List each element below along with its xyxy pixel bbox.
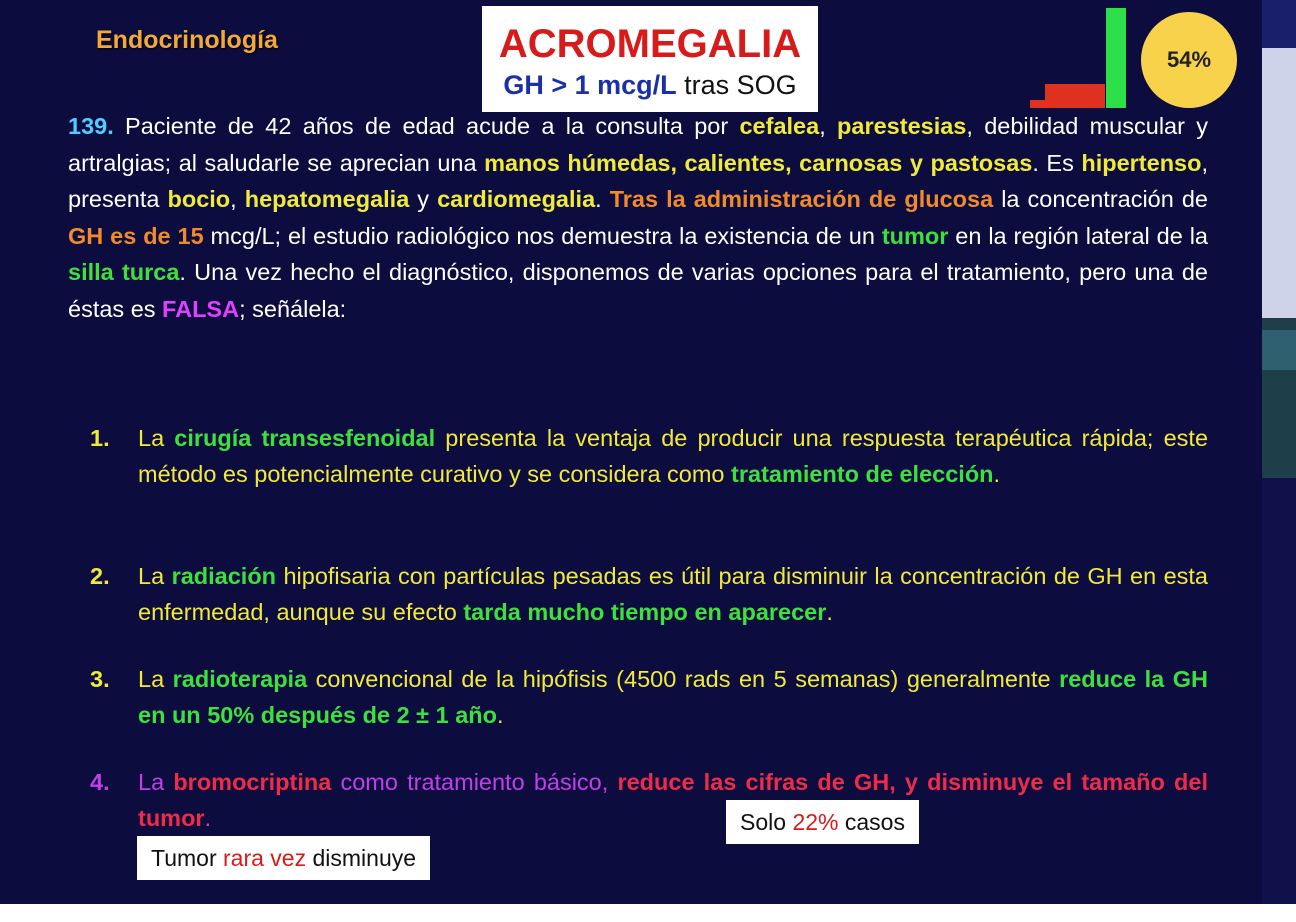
text-segment: convencional de la hipófisis (4500 rads en 5 semanas) generalmente [307, 666, 1060, 692]
response-bar-green [1106, 8, 1126, 108]
video-region-wall [1262, 48, 1296, 318]
highlighted-text: radioterapia [172, 666, 308, 692]
option-2[interactable] [90, 558, 1208, 630]
highlighted-text: radiación [171, 563, 277, 589]
highlighted-text: cardiomegalia [437, 186, 596, 212]
subtitle-highlight: GH > 1 mcg/L [503, 70, 677, 100]
bottom-strip [0, 904, 1296, 922]
option-4[interactable] [90, 764, 1208, 836]
text-segment: La [138, 769, 174, 795]
video-region-top [1262, 0, 1296, 48]
highlighted-text: GH es de 15 [68, 222, 204, 249]
highlighted-text: reduce la GH en un 50% después de 2 ± 1 año [138, 666, 1208, 728]
highlighted-text: bocio [167, 186, 231, 212]
text-segment: . Es [1032, 149, 1082, 176]
note-tumor-post: disminuye [306, 845, 417, 871]
note-solo-percent: 22% [792, 809, 839, 835]
text-segment: . [595, 186, 610, 212]
text-segment: . [496, 702, 504, 728]
highlighted-text: reduce las cifras de GH, y disminuye el tamaño del tumor [138, 769, 1209, 831]
note-tumor-red: rara vez [223, 845, 307, 871]
question-number: 139. [68, 113, 114, 139]
note-tumor-pre: Tumor [151, 845, 223, 871]
text-segment: mcg/L; el estudio radiológico nos demuestra la existencia de un [203, 222, 882, 249]
text-segment: La [138, 563, 172, 589]
text-segment: La [138, 666, 173, 692]
subject-label: Endocrinología [96, 26, 278, 54]
text-segment: , [230, 186, 245, 212]
text-segment: , presenta [68, 149, 1209, 212]
option-1[interactable] [90, 420, 1208, 492]
text-segment: , [819, 113, 838, 139]
note-tumor [137, 836, 430, 880]
presenter-video-strip [1262, 0, 1296, 904]
text-segment: presenta la ventaja de producir una respuesta terapéutica rápida; este método es potencialmente curativo y se considera como [138, 425, 1209, 487]
option-number: 2. [90, 563, 110, 589]
slide-title: ACROMEGALIA [498, 22, 802, 66]
slide-subtitle [482, 68, 818, 102]
title-box [482, 6, 818, 112]
highlighted-text: cirugía transesfenoidal [174, 425, 436, 451]
highlighted-text: FALSA [162, 295, 240, 322]
text-segment: como tratamiento básico, [331, 769, 618, 795]
option-text [138, 764, 1208, 836]
option-text [138, 661, 1208, 733]
highlighted-text: bromocriptina [173, 769, 332, 795]
response-bar-red-step [1068, 92, 1105, 108]
option-number: 3. [90, 666, 110, 692]
highlighted-text: parestesias [837, 113, 967, 139]
highlighted-text: hipertenso [1081, 149, 1202, 176]
option-3[interactable] [90, 661, 1208, 733]
highlighted-text: Tras la administración de glucosa [609, 186, 994, 212]
question-body [68, 113, 1208, 322]
note-solo-post: casos [838, 809, 905, 835]
option-number: 1. [90, 425, 110, 451]
text-segment: . [204, 805, 212, 831]
text-segment: . [826, 599, 833, 625]
text-segment: y [409, 186, 438, 212]
highlighted-text: hepatomegalia [244, 186, 410, 212]
option-text [138, 558, 1208, 630]
highlighted-text: tratamiento de elección [731, 461, 994, 487]
highlighted-text: cefalea [739, 113, 820, 139]
highlighted-text: manos húmedas, calientes, carnosas y pastosas [484, 149, 1033, 176]
highlighted-text: tarda mucho tiempo en aparecer [463, 599, 827, 625]
response-bar-chart [1028, 4, 1128, 108]
text-segment: Paciente de 42 años de edad acude a la consulta por [113, 113, 740, 139]
option-text [138, 420, 1208, 492]
text-segment: . Una vez hecho el diagnóstico, disponemos de varias opciones para el tratamiento, pero una de éstas es [68, 259, 1208, 322]
response-percent-badge: 54% [1141, 12, 1237, 108]
text-segment: ; señálela: [239, 295, 347, 322]
text-segment: hipofisaria con partículas pesadas es útil para disminuir la concentración de GH en esta enfermedad, aunque su efecto [138, 563, 1208, 625]
subtitle-rest: tras SOG [676, 70, 797, 100]
note-solo-pre: Solo [740, 809, 793, 835]
text-segment: La [138, 425, 175, 451]
question-text [68, 108, 1208, 327]
text-segment: , debilidad muscular y artralgias; al saludarle se aprecian una [68, 113, 1208, 176]
text-segment: en la región lateral de la [948, 222, 1208, 249]
highlighted-text: silla turca [68, 259, 180, 285]
text-segment: la concentración de [993, 186, 1208, 212]
highlighted-text: tumor [881, 222, 949, 249]
video-region-screen-detail [1262, 330, 1296, 370]
note-solo-casos [726, 800, 919, 844]
text-segment: . [993, 461, 1001, 487]
option-number: 4. [90, 769, 110, 795]
